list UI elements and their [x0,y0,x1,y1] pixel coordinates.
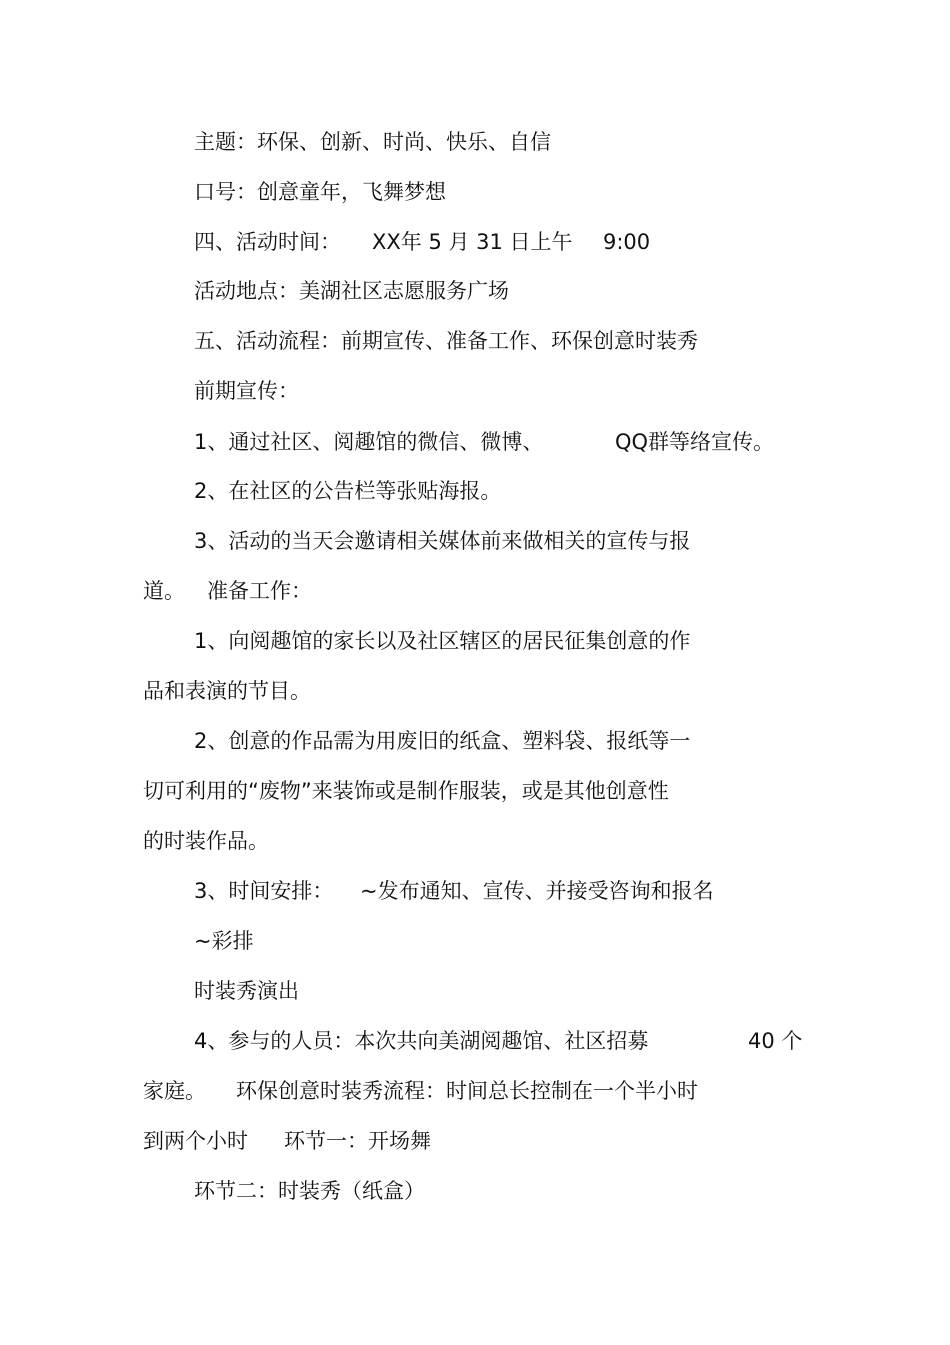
text-line-publicity-2: 2、在社区的公告栏等张贴海报。 [194,479,502,503]
text-line-preparation-2-cont: 切可利用的“废物”来装饰或是制作服装，或是其他创意性 [143,779,669,803]
activity-time-label: 四、活动时间： [194,230,341,254]
text-line-publicity-heading: 前期宣传： [194,379,299,403]
schedule-item-notice: ~发布通知、宣传、并接受咨询和报名 [360,879,714,903]
text-line-segment-two: 环节二：时装秀（纸盒） [194,1179,425,1203]
text-line-preparation-1-cont: 品和表演的节目。 [143,679,311,703]
participants-count: 40 个 [748,1029,803,1053]
text-line-schedule-rehearsal: ~彩排 [194,929,254,953]
text-line-publicity-3: 3、活动的当天会邀请相关媒体前来做相关的宣传与报 [194,529,691,553]
text-line-slogan: 口号：创意童年，飞舞梦想 [194,180,446,204]
publicity-1-part-a: 1、通过社区、阅趣馆的微信、微博、 [194,430,544,454]
show-flow-text: 环保创意时装秀流程：时间总长控制在一个半小时 [236,1079,698,1103]
publicity-1-part-b: QQ群等络宣传。 [615,430,775,454]
text-line-preparation-2: 2、创意的作品需为用废旧的纸盒、塑料袋、报纸等一 [194,729,691,753]
activity-time-date: XX年 5 月 31 日上午 [372,230,573,254]
schedule-label: 3、时间安排： [194,879,334,903]
text-line-activity-flow: 五、活动流程：前期宣传、准备工作、环保创意时装秀 [194,329,698,353]
participants-end: 家庭。 [143,1079,206,1103]
text-line-preparation-2-end: 的时装作品。 [143,829,269,853]
activity-time-hour: 9:00 [603,230,651,254]
text-line-preparation-1: 1、向阅趣馆的家长以及社区辖区的居民征集创意的作 [194,629,691,653]
segment-one: 环节一：开场舞 [284,1129,431,1153]
text-line-theme: 主题：环保、创新、时尚、快乐、自信 [194,130,551,154]
show-flow-duration-end: 到两个小时 [143,1129,248,1153]
text-line-activity-location: 活动地点：美湖社区志愿服务广场 [194,279,509,303]
publicity-3-end: 道。 [143,579,185,603]
preparation-heading: 准备工作： [207,579,312,603]
participants-text: 4、参与的人员：本次共向美湖阅趣馆、社区招募 [194,1029,649,1053]
text-line-schedule-show: 时装秀演出 [194,979,299,1003]
